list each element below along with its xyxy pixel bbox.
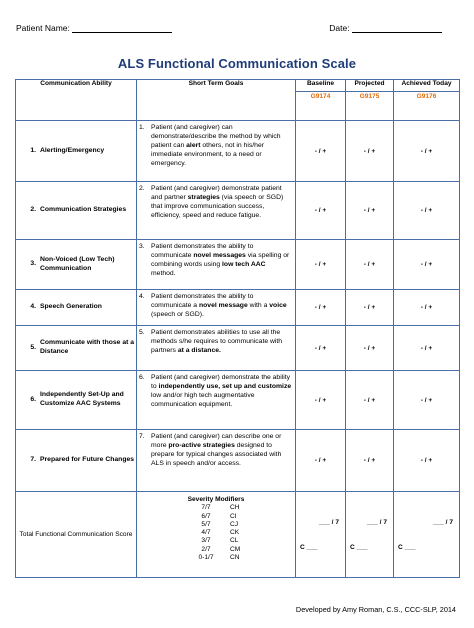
- ability-number: 5.: [30, 343, 36, 351]
- patient-name-blank[interactable]: [72, 23, 172, 33]
- col-baseline-header: [296, 80, 346, 121]
- achieved-label: Achieved Today: [401, 80, 452, 87]
- modifiers-table: [192, 504, 250, 562]
- modifier-score: 3/7: [201, 537, 211, 545]
- ability-label: Prepared for Future Changes: [40, 456, 135, 464]
- table-row: [16, 290, 460, 326]
- goal-number: 2.: [139, 185, 145, 192]
- baseline-mark[interactable]: - / +: [296, 326, 346, 371]
- projected-mark[interactable]: - / +: [346, 182, 394, 240]
- ability-cell: [16, 121, 137, 182]
- ability-text: [16, 147, 136, 156]
- goal-cell: [137, 430, 296, 492]
- modifier-row: [192, 529, 250, 537]
- modifier-row: [192, 521, 250, 529]
- modifier-score: 4/7: [201, 529, 211, 537]
- goal-number: 6.: [139, 374, 145, 381]
- goal-text: Patient (and caregiver) can describe one or more pro-active strategies designed to prepare for typical changes associated with ALS in speech and/or access.: [151, 433, 282, 468]
- projected-code: G9175: [346, 91, 393, 101]
- ability-label: Non-Voiced (Low Tech) Communication: [40, 255, 115, 272]
- modifier-code: CK: [230, 529, 240, 537]
- achieved-mark[interactable]: - / +: [394, 290, 460, 326]
- projected-label: Projected: [354, 80, 385, 87]
- goal-text: Patient (and caregiver) can demonstrate/describe the method by which patient can alert others, not in his/her immediate environment, to a need or emergency.: [151, 124, 281, 168]
- achieved-mark[interactable]: - / +: [394, 430, 460, 492]
- header-row: [16, 80, 460, 121]
- ability-text: [16, 206, 136, 215]
- patient-name-label: Patient Name:: [16, 23, 73, 33]
- goal-text: Patient (and caregiver) demonstrate patient and partner strategies (via speech or SGD) that improve communication success, efficiency, speed and reduce fatigue.: [151, 185, 284, 220]
- projected-mark[interactable]: - / +: [346, 290, 394, 326]
- ability-text: [16, 256, 136, 274]
- baseline-score-c[interactable]: C ___: [300, 543, 318, 551]
- ability-cell: [16, 290, 137, 326]
- goal-cell: [137, 121, 296, 182]
- table-row: [16, 371, 460, 430]
- projected-mark[interactable]: - / +: [346, 240, 394, 290]
- table-row: [16, 182, 460, 240]
- baseline-code: G9174: [296, 91, 345, 101]
- table-row: [16, 121, 460, 182]
- projected-mark[interactable]: - / +: [346, 326, 394, 371]
- projected-score[interactable]: [346, 492, 394, 578]
- modifier-code: CL: [230, 537, 239, 545]
- modifier-code: CH: [230, 504, 240, 512]
- baseline-label: Baseline: [306, 80, 335, 87]
- ability-cell: [16, 326, 137, 371]
- goal-cell: [137, 326, 296, 371]
- achieved-mark[interactable]: - / +: [394, 182, 460, 240]
- modifier-code: CN: [230, 554, 240, 562]
- ability-cell: [16, 182, 137, 240]
- goal-text: Patient demonstrates the ability to communicate a novel message with a voice (speech or SGD).: [151, 293, 287, 319]
- achieved-code: G9176: [394, 91, 459, 101]
- goal-number: 3.: [139, 243, 145, 250]
- ability-number: 6.: [30, 395, 36, 403]
- projected-score-c[interactable]: C ___: [350, 543, 368, 551]
- achieved-mark[interactable]: - / +: [394, 326, 460, 371]
- achieved-mark[interactable]: - / +: [394, 121, 460, 182]
- modifier-row: [192, 513, 250, 521]
- achieved-mark[interactable]: - / +: [394, 240, 460, 290]
- ability-text: [16, 456, 136, 465]
- projected-score-total[interactable]: ___ / 7: [366, 518, 387, 526]
- achieved-score-total[interactable]: ___ / 7: [432, 518, 453, 526]
- projected-mark[interactable]: - / +: [346, 121, 394, 182]
- ability-label: Alerting/Emergency: [40, 146, 105, 154]
- scale-table: [15, 79, 460, 578]
- baseline-score[interactable]: [296, 492, 346, 578]
- ability-number: 3.: [30, 260, 36, 268]
- col-projected-header: [346, 80, 394, 121]
- achieved-score[interactable]: [394, 492, 460, 578]
- baseline-mark[interactable]: - / +: [296, 371, 346, 430]
- modifier-code: CJ: [230, 520, 239, 528]
- projected-mark[interactable]: - / +: [346, 371, 394, 430]
- goal-number: 5.: [139, 329, 145, 336]
- patient-name-field[interactable]: [16, 23, 172, 33]
- baseline-mark[interactable]: - / +: [296, 182, 346, 240]
- ability-cell: [16, 430, 137, 492]
- baseline-score-total[interactable]: ___ / 7: [318, 518, 339, 526]
- goal-text: Patient (and caregiver) demonstrate the ability to independently use, set up and customize low and/or high tech augmentative communication equipment.: [151, 374, 292, 409]
- ability-cell: [16, 371, 137, 430]
- col-achieved-header: [394, 80, 460, 121]
- goal-cell: [137, 371, 296, 430]
- modifier-code: CM: [230, 545, 241, 553]
- ability-text: [16, 303, 136, 312]
- ability-number: 2.: [30, 206, 36, 214]
- ability-text: [16, 391, 136, 409]
- goal-text: Patient demonstrates abilities to use all the methods s/he requires to communicate with partners at a distance.: [151, 329, 283, 355]
- col-goals-header: Short Term Goals: [137, 80, 296, 121]
- modifier-code: CI: [230, 512, 237, 520]
- goal-number: 1.: [139, 124, 145, 131]
- table-row: [16, 326, 460, 371]
- goal-number: 4.: [139, 293, 145, 300]
- total-label: Total Functional Communication Score: [16, 492, 137, 578]
- modifiers-title: Severity Modifiers: [187, 496, 245, 503]
- severity-modifiers: [137, 492, 296, 578]
- ability-cell: [16, 240, 137, 290]
- goal-cell: [137, 182, 296, 240]
- modifier-row: [192, 504, 250, 512]
- ability-label: Communicate with those at a Distance: [40, 339, 135, 355]
- baseline-mark[interactable]: - / +: [296, 430, 346, 492]
- ability-label: Communication Strategies: [40, 206, 127, 214]
- goal-cell: [137, 290, 296, 326]
- goal-cell: [137, 240, 296, 290]
- ability-number: 1.: [30, 146, 36, 154]
- ability-label: Independently Set-Up and Customize AAC Systems: [40, 391, 124, 407]
- date-field[interactable]: [329, 23, 442, 33]
- modifier-row: [192, 554, 250, 562]
- ability-number: 7.: [30, 456, 36, 464]
- col-ability-header: Communication Ability: [16, 80, 137, 121]
- baseline-mark[interactable]: - / +: [296, 290, 346, 326]
- goal-number: 7.: [139, 433, 145, 440]
- date-blank[interactable]: [352, 23, 442, 33]
- table-row: [16, 240, 460, 290]
- modifier-row: [192, 537, 250, 545]
- achieved-score-c[interactable]: C ___: [398, 543, 416, 551]
- ability-number: 4.: [30, 303, 36, 311]
- baseline-mark[interactable]: - / +: [296, 121, 346, 182]
- modifier-score: 7/7: [201, 504, 211, 512]
- modifier-score: 5/7: [201, 520, 211, 528]
- page-title: ALS Functional Communication Scale: [117, 56, 357, 71]
- ability-label: Speech Generation: [40, 303, 102, 311]
- ability-text: [16, 339, 136, 357]
- table-row: [16, 430, 460, 492]
- projected-mark[interactable]: - / +: [346, 430, 394, 492]
- baseline-mark[interactable]: - / +: [296, 240, 346, 290]
- date-label: Date:: [329, 23, 350, 33]
- rows-body: [16, 121, 460, 492]
- modifier-score: 0-1/7: [198, 554, 214, 562]
- modifier-score: 2/7: [201, 545, 211, 553]
- modifier-score: 6/7: [201, 512, 211, 520]
- header-line: [16, 23, 458, 33]
- goal-text: Patient demonstrates the ability to communicate novel messages via spelling or combining words using low tech AAC method.: [151, 243, 290, 278]
- total-row: [16, 492, 460, 578]
- achieved-mark[interactable]: - / +: [394, 371, 460, 430]
- footer-credit: Developed by Amy Roman, C.S., CCC-SLP, 2014: [295, 605, 456, 614]
- modifier-row: [192, 546, 250, 554]
